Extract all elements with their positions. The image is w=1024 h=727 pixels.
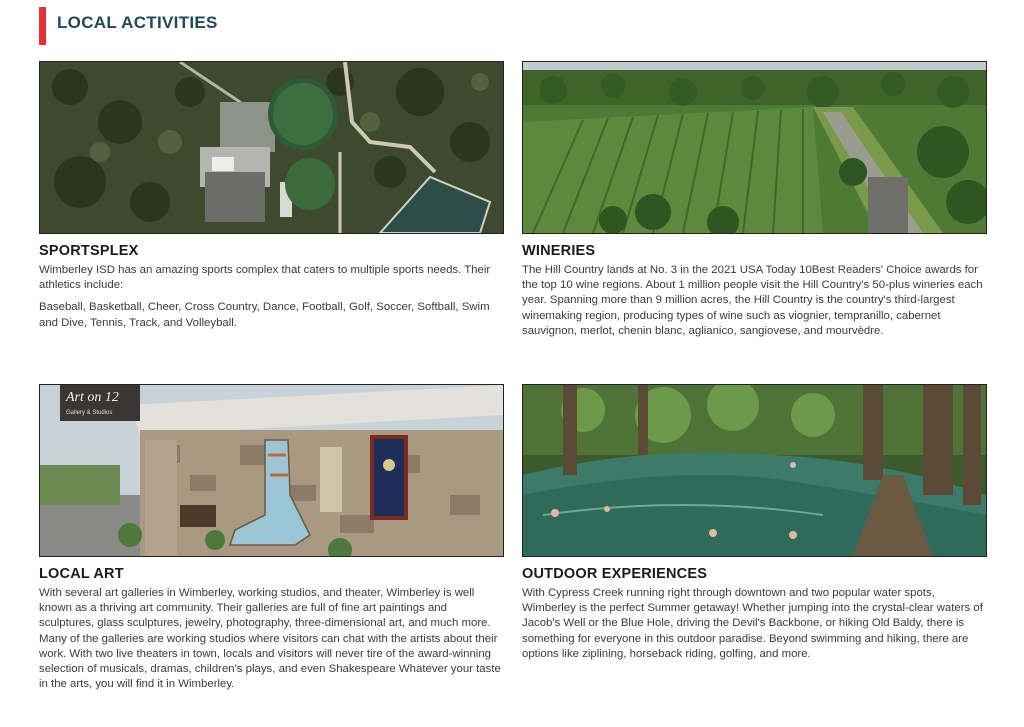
gallery-sign-text: Art on 12 [66, 390, 119, 405]
section-paragraph: Baseball, Basketball, Cheer, Cross Country, Dance, Football, Golf, Soccer, Softball, Swim and Dive, Tennis, Track, and Volleyball. [39, 301, 490, 329]
sportsplex-aerial-photo [39, 61, 504, 234]
page-title: LOCAL ACTIVITIES [57, 13, 218, 32]
gallery-sign-subtext: Gallery & Studios [66, 410, 113, 416]
section-heading: LOCAL ART [39, 566, 124, 582]
section-heading: WINERIES [522, 243, 596, 259]
section-paragraph: With Cypress Creek running right through downtown and two popular water spots, Wimberley is the perfect Summer getaway! Whether jumping into the crystal-clear waters of Jacob's Well or the Blue Hole, driving the Devil's Backbone, or hiking Old Baldy, there is something for everyone in this outdoor paradise. Beyond swimming and hiking, there are options like ziplining, horseback riding, golfing, and more. [522, 587, 983, 660]
activity-card-local-art [39, 384, 504, 699]
activity-card-wineries [522, 61, 987, 346]
section-paragraph: The Hill Country lands at No. 3 in the 2021 USA Today 10Best Readers' Choice awards for the top 10 wine regions. About 1 million people visit the Hill Country's 50-plus wineries each year. Spanning more than 9 million acres, the Hill Country is the country's third-largest winemaking region, producing types of wine such as viognier, tempranillo, cabernet sauvignon, merlot, chenin blanc, aglianico, sangiovese, and mourvèdre. [522, 264, 983, 337]
activity-card-sportsplex [39, 61, 504, 338]
section-heading: OUTDOOR EXPERIENCES [522, 566, 708, 582]
section-paragraph: Wimberley ISD has an amazing sports complex that caters to multiple sports needs. Their athletics include: [39, 264, 491, 292]
cypress-creek-photo [522, 384, 987, 557]
section-heading: SPORTSPLEX [39, 243, 139, 259]
art-gallery-photo [39, 384, 504, 557]
title-accent-bar [39, 7, 46, 45]
activity-card-outdoor [522, 384, 987, 669]
vineyard-aerial-photo [522, 61, 987, 234]
section-paragraph: With several art galleries in Wimberley, working studios, and theater, Wimberley is well known as a thriving art community. Their galleries are full of fine art paintings and sculptures, glass sculptures, jewelry, photography, three-dimensional art, and much more. Many of the galleries are working studios where visitors can chat with the artists about their work. With two live theaters in town, locals and visitors will never tire of the award-winning selection of musicals, dramas, children's plays, and even Shakespeare Whatever your taste in the arts, you will find it in Wimberley. [39, 587, 501, 691]
